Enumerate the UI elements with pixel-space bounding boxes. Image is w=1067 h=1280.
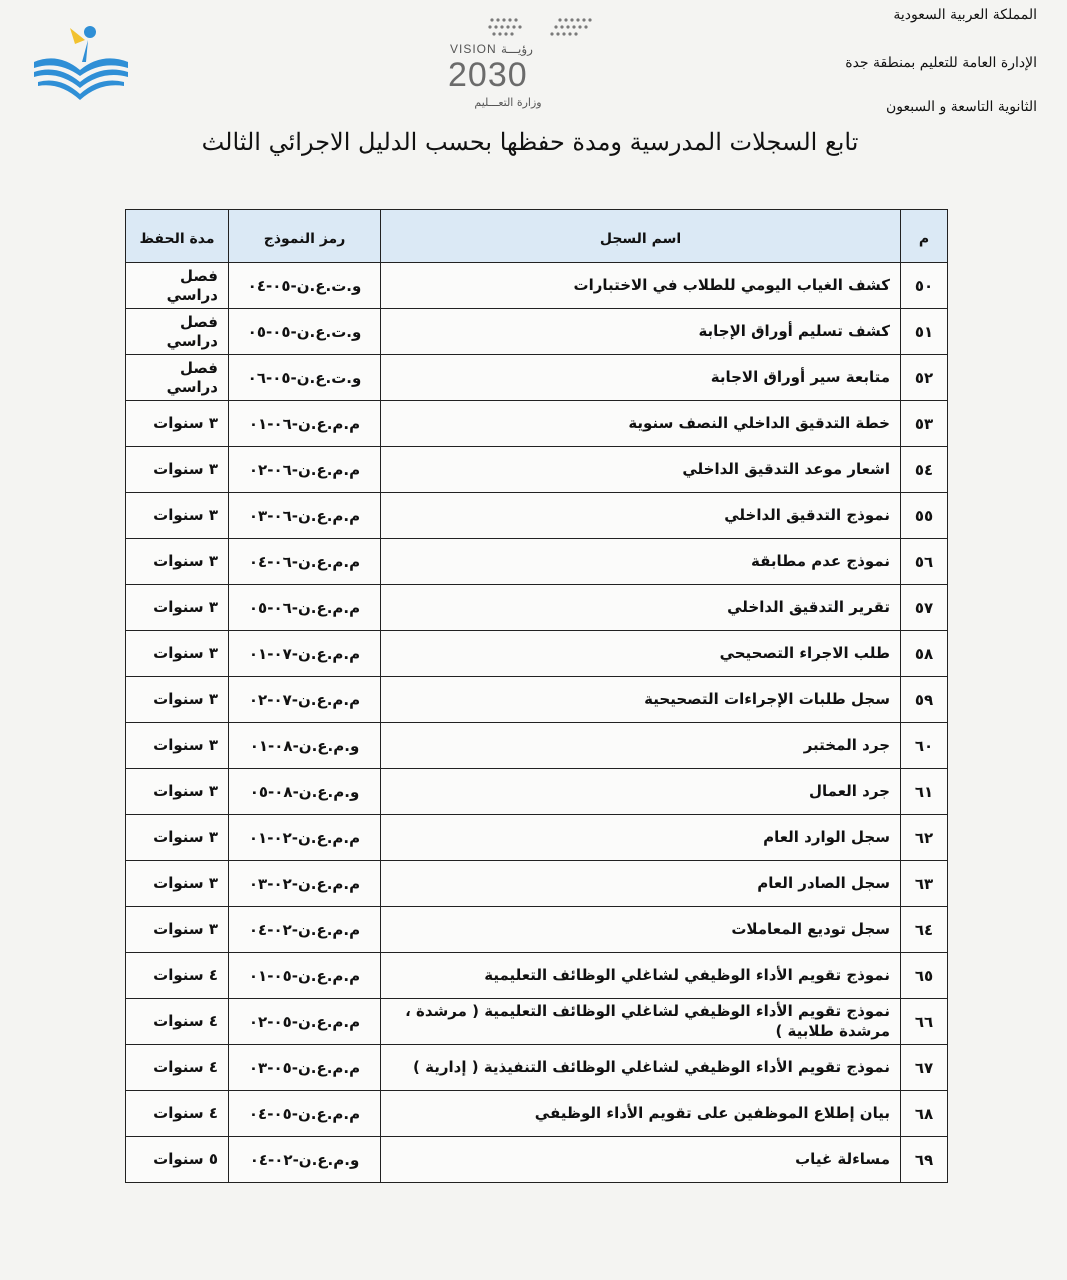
document-title: تابع السجلات المدرسية ومدة حفظها بحسب الدليل الاجرائي الثالث [201,128,859,156]
header-school: الثانوية التاسعة و السبعون [885,99,1037,115]
row-number: ٥٠ [901,263,948,309]
retention-period: ٣ سنوات [126,861,229,907]
form-code: م.م.ع.ن-٠٥-٠١ [229,953,381,999]
retention-period: ٣ سنوات [126,631,229,677]
header-country: المملكة العربية السعودية [893,7,1037,23]
retention-period: ٤ سنوات [126,999,229,1045]
row-number: ٥٢ [901,355,948,401]
table-row [126,585,948,631]
record-name: كشف الغياب اليومي للطلاب في الاختبارات [381,263,901,309]
retention-period: فصل دراسي [126,355,229,401]
row-number: ٥٧ [901,585,948,631]
retention-period: ٤ سنوات [126,953,229,999]
form-code: م.م.ع.ن-٠٥-٠٣ [229,1045,381,1091]
record-name: سجل طلبات الإجراءات التصحيحية [381,677,901,723]
table-row [126,1091,948,1137]
row-number: ٥٩ [901,677,948,723]
table-row [126,815,948,861]
form-code: م.م.ع.ن-٠٦-٠٢ [229,447,381,493]
record-name: جرد المختبر [381,723,901,769]
row-number: ٦٧ [901,1045,948,1091]
row-number: ٥٨ [901,631,948,677]
form-code: و.ت.ع.ن-٠٥-٠٦ [229,355,381,401]
table-row [126,769,948,815]
retention-period: ٣ سنوات [126,539,229,585]
record-name: نموذج تقويم الأداء الوظيفي لشاغلي الوظائف التنفيذية ( إدارية ) [381,1045,901,1091]
form-code: م.م.ع.ن-٠٥-٠٢ [229,999,381,1045]
row-number: ٦٩ [901,1137,948,1183]
vision-word: VISION رؤيـــة [450,42,533,56]
record-name: مساءلة غياب [381,1137,901,1183]
record-name: جرد العمال [381,769,901,815]
form-code: م.م.ع.ن-٠٦-٠٥ [229,585,381,631]
table-row [126,1045,948,1091]
header-num: م [901,210,948,263]
retention-period: فصل دراسي [126,263,229,309]
retention-period: ٣ سنوات [126,447,229,493]
row-number: ٥٤ [901,447,948,493]
row-number: ٥٣ [901,401,948,447]
form-code: م.م.ع.ن-٠٧-٠١ [229,631,381,677]
record-name: متابعة سير أوراق الاجابة [381,355,901,401]
table-row [126,631,948,677]
table-row [126,493,948,539]
form-code: م.م.ع.ن-٠٥-٠٤ [229,1091,381,1137]
form-code: م.م.ع.ن-٠٢-٠١ [229,815,381,861]
ministry-name: وزارة التعـــليم [474,96,542,109]
form-code: م.م.ع.ن-٠٧-٠٢ [229,677,381,723]
table-row [126,401,948,447]
table-row [126,309,948,355]
records-table [125,209,948,1183]
row-number: ٦٨ [901,1091,948,1137]
record-name: بيان إطلاع الموظفين على تقويم الأداء الوظيفي [381,1091,901,1137]
retention-period: ٥ سنوات [126,1137,229,1183]
form-code: و.م.ع.ن-٠٢-٠٤ [229,1137,381,1183]
retention-period: فصل دراسي [126,309,229,355]
row-number: ٦٢ [901,815,948,861]
form-code: م.م.ع.ن-٠٦-٠٣ [229,493,381,539]
table-header-row [126,210,948,263]
retention-period: ٣ سنوات [126,769,229,815]
record-name: سجل الوارد العام [381,815,901,861]
table-row [126,861,948,907]
retention-period: ٤ سنوات [126,1045,229,1091]
table-body [126,263,948,1183]
record-name: نموذج التدقيق الداخلي [381,493,901,539]
record-name: نموذج تقويم الأداء الوظيفي لشاغلي الوظائف التعليمية ( مرشدة ، مرشدة طلابية ) [381,999,901,1045]
header-directorate: الإدارة العامة للتعليم بمنطقة جدة [845,55,1037,71]
row-number: ٥١ [901,309,948,355]
row-number: ٥٦ [901,539,948,585]
retention-period: ٣ سنوات [126,493,229,539]
record-name: نموذج عدم مطابقة [381,539,901,585]
record-name: طلب الاجراء التصحيحي [381,631,901,677]
vision-2030-logo [440,12,610,112]
table-row [126,907,948,953]
header-retention: مدة الحفظ [126,210,229,263]
vision-year: 2030 [448,56,528,94]
table-row [126,953,948,999]
table-row [126,539,948,585]
record-name: تقرير التدقيق الداخلي [381,585,901,631]
retention-period: ٣ سنوات [126,401,229,447]
retention-period: ٣ سنوات [126,677,229,723]
form-code: م.م.ع.ن-٠٦-٠٤ [229,539,381,585]
record-name: سجل توديع المعاملات [381,907,901,953]
table-row [126,263,948,309]
row-number: ٦٣ [901,861,948,907]
row-number: ٦٠ [901,723,948,769]
table-row [126,1137,948,1183]
row-number: ٦٥ [901,953,948,999]
row-number: ٥٥ [901,493,948,539]
table-row [126,723,948,769]
form-code: و.م.ع.ن-٠٨-٠٥ [229,769,381,815]
retention-period: ٣ سنوات [126,723,229,769]
record-name: نموذج تقويم الأداء الوظيفي لشاغلي الوظائف التعليمية [381,953,901,999]
retention-period: ٣ سنوات [126,815,229,861]
header-code: رمز النموذج [229,210,381,263]
form-code: م.م.ع.ن-٠٦-٠١ [229,401,381,447]
record-name: سجل الصادر العام [381,861,901,907]
table-row [126,447,948,493]
record-name: كشف تسليم أوراق الإجابة [381,309,901,355]
row-number: ٦٦ [901,999,948,1045]
book-figure-icon [30,22,132,102]
table-row [126,677,948,723]
header-name: اسم السجل [381,210,901,263]
table-row [126,355,948,401]
form-code: و.م.ع.ن-٠٨-٠١ [229,723,381,769]
form-code: م.م.ع.ن-٠٢-٠٣ [229,861,381,907]
row-number: ٦١ [901,769,948,815]
record-name: خطة التدقيق الداخلي النصف سنوية [381,401,901,447]
form-code: و.ت.ع.ن-٠٥-٠٤ [229,263,381,309]
retention-period: ٣ سنوات [126,585,229,631]
row-number: ٦٤ [901,907,948,953]
retention-period: ٤ سنوات [126,1091,229,1137]
table-row [126,999,948,1045]
form-code: و.ت.ع.ن-٠٥-٠٥ [229,309,381,355]
form-code: م.م.ع.ن-٠٢-٠٤ [229,907,381,953]
retention-period: ٣ سنوات [126,907,229,953]
record-name: اشعار موعد التدقيق الداخلي [381,447,901,493]
